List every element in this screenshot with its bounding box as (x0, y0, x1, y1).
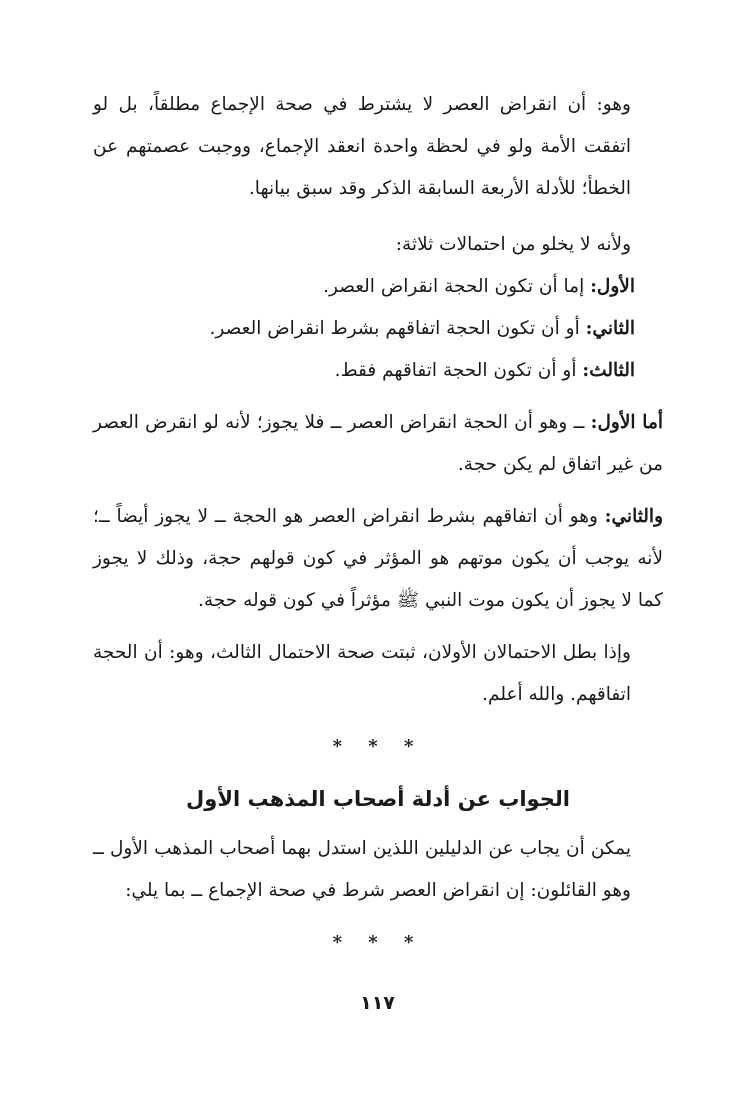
option-second-label: الثاني: (585, 318, 635, 339)
page-body (93, 84, 663, 972)
paragraph-first-refutation-label: أما الأول: (590, 412, 663, 433)
paragraph-possibilities-text: ولأنه لا يخلو من احتمالات ثلاثة: (395, 234, 631, 255)
option-third-text: أو أن تكون الحجة اتفاقهم فقط. (334, 360, 583, 381)
option-first-label: الأول: (590, 276, 635, 297)
paragraph-answer-text: يمكن أن يجاب عن الدليلين اللذين استدل بهما أصحاب المذهب الأول ــ وهو القائلون: إن انقراض العصر شرط في صحة الإجماع ــ بما يلي: (93, 838, 631, 901)
paragraph-second-refutation-label: والثاني: (604, 506, 663, 527)
option-second-text: أو أن تكون الحجة اتفاقهم بشرط انقراض العصر. (209, 318, 586, 339)
paragraph-second-refutation (93, 496, 663, 622)
section-separator: * * * (332, 932, 424, 953)
option-third (93, 350, 663, 392)
option-first-text: إما أن تكون الحجة انقراض العصر. (323, 276, 591, 297)
page-number: ١١٧ (360, 992, 395, 1014)
paragraph-first-refutation-text: ــ وهو أن الحجة انقراض العصر ــ فلا يجوز؛ لأنه لو انقرض العصر من غير اتفاق لم يكن حجة. (93, 412, 663, 475)
paragraph-second-refutation-text: وهو أن اتفاقهم بشرط انقراض العصر هو الحجة ــ لا يجوز أيضاً ــ؛ لأنه يوجب أن يكون موتهم هو المؤثر في كون قولهم حجة، وذلك لا يجوز كما لا يجوز أن يكون موت النبي ﷺ مؤثراً في كون قوله حجة. (93, 506, 663, 611)
paragraph-possibilities (93, 224, 663, 266)
section-separator: * * * (332, 736, 424, 757)
paragraph-conclusion-text: وإذا بطل الاحتمالان الأولان، ثبتت صحة الاحتمال الثالث، وهو: أن الحجة اتفاقهم. والله أعلم. (93, 642, 631, 705)
paragraph-answer (93, 828, 663, 912)
paragraph-conclusion (93, 632, 663, 716)
paragraph-first-refutation (93, 402, 663, 486)
option-first (93, 266, 663, 308)
option-third-label: الثالث: (582, 360, 635, 381)
paragraph-intro (93, 84, 663, 210)
section-heading: الجواب عن أدلة أصحاب المذهب الأول (186, 787, 570, 811)
option-second (93, 308, 663, 350)
paragraph-intro-text: وهو: أن انقراض العصر لا يشترط في صحة الإجماع مطلقاً، بل لو اتفقت الأمة ولو في لحظة واحدة انعقد الإجماع، ووجبت عصمتهم عن الخطأ؛ للأدلة الأربعة السابقة الذكر وقد سبق بيانها. (93, 94, 631, 199)
